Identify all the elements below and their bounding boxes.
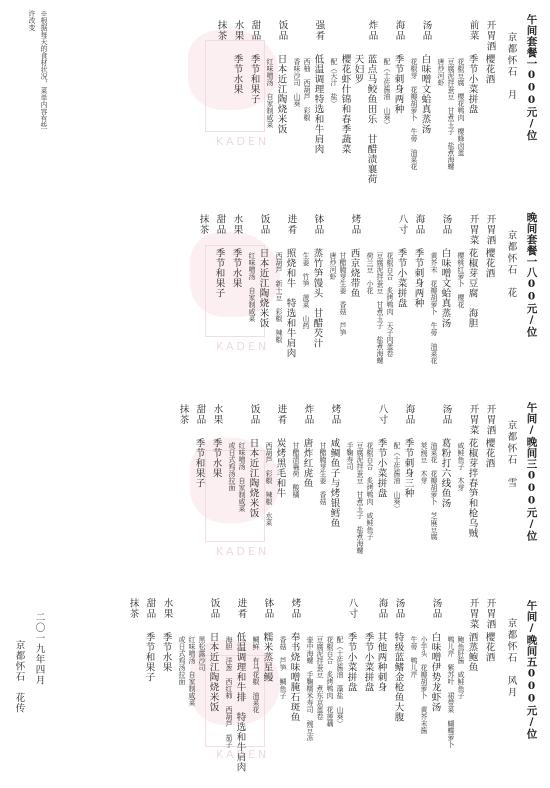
dish-name: 季节小菜拼盘 (375, 438, 387, 498)
dish-detail: 海胆 洋葱 西红柿 西葫芦 茄子 (225, 636, 233, 748)
menu-title: 晚间套餐一八00元/位 (525, 212, 538, 338)
dish-name: 炭烤黑毛和牛 (274, 438, 286, 498)
dish-detail: 豆腐泥拌蚕豆 甘煮玉子 盐煮海螺 (356, 442, 364, 554)
dish-name: 季节水果 (160, 632, 172, 672)
course-label: 抹茶 (177, 404, 189, 425)
course-label: 抹茶 (127, 598, 139, 619)
notice-line-2: 许改变 (28, 10, 36, 31)
course-label: 炸品 (366, 20, 378, 41)
dish-name: 季节小菜拼盘 (395, 248, 407, 308)
dish-name: 日本近江陶烧米饭 (275, 54, 287, 134)
course-label: 甜品 (249, 20, 261, 41)
dish-detail: 配（土佐酱油 山葵） (383, 58, 391, 128)
course-label: 炸品 (302, 404, 314, 425)
course-label: 烤品 (329, 404, 341, 425)
course-label: 饭品 (248, 404, 260, 425)
dish-detail: 豆腐泥拌蚕豆 甘煮玉子 盐煮海螺 (447, 58, 455, 170)
dish-name: 白味噌文蛤真蒸汤 (419, 54, 431, 134)
menu-subtitle: 京都怀石 雪 (505, 420, 517, 489)
course-label: 开胃酒 (484, 404, 496, 436)
dish-detail: 西柚 西葫芦 彩椒 (303, 58, 311, 121)
watermark-text: KADEN (216, 748, 270, 761)
course-label: 烤品 (289, 598, 301, 619)
dish-detail: 壶中海螺 手鞠糯米寿司 豌豆冻 (306, 636, 314, 741)
dish-name: 西京烧带鱼 (348, 248, 360, 298)
course-label: 八寸 (376, 404, 388, 425)
dish-detail: 配（土佐酱油 山葵） (393, 442, 401, 512)
dish-name: 季节小菜拼盘 (466, 54, 478, 114)
course-label: 饭品 (208, 598, 220, 619)
dish-detail: 红味噌汤 自家制咸菜 (248, 252, 256, 322)
course-label: 开胃菜 (467, 598, 479, 630)
dish-name: 照烧和牛 特选和牛肩肉 (284, 248, 296, 358)
dish-detail: 红味噌汤 自家制咸菜 (188, 636, 196, 706)
dish-name: 低温调理和牛排 特选和牛肩肉 (234, 632, 246, 772)
dish-name: 季节和果子 (143, 632, 155, 682)
watermark-text: KADEN (216, 545, 270, 558)
dish-detail: 香菇 芦笋 鲷鱼子 (279, 636, 287, 699)
dish-detail: 黄芥末 花瓣胡萝卜 牛蒡 油菜花 (430, 252, 438, 364)
dish-name: 季节和果子 (248, 54, 260, 104)
dish-name: 花椒芽豆腐 海胆 (466, 248, 478, 328)
dish-detail: 配（土佐酱油 藻盐 山葵） (336, 636, 344, 727)
dish-detail: 鸭儿芹 紫苏叶 裙带菜 蝴蝶萝卜 (447, 636, 455, 748)
footer-date: 二〇一九年四月 (33, 612, 45, 686)
dish-detail: 花椒豆腐 樱花鸭肉 樱蜂卤蛋 (457, 58, 465, 156)
dish-name: 季节刺身两种 (412, 248, 424, 308)
menu-subtitle: 京都怀石 风月 (505, 618, 517, 699)
dish-detail: 荚豌豆 木芽 (420, 442, 428, 484)
course-label: 汤品 (440, 404, 452, 425)
dish-detail: 唐炒河虾 (329, 252, 337, 280)
course-label: 海品 (393, 20, 405, 41)
dish-name: 白味噌文蛤真蒸汤 (439, 248, 451, 328)
menu-subtitle: 京都怀石 月 (505, 32, 517, 101)
dish-detail: 荷兰豆 小花 (366, 252, 374, 294)
course-label: 水果 (232, 20, 244, 41)
dish-detail: 牛蒡 鸭儿芹 (410, 636, 418, 678)
dish-name: 季节和果子 (193, 438, 205, 488)
dish-name: 酒蒸鲍鱼 (466, 632, 478, 672)
course-label: 烤品 (349, 214, 361, 235)
dish-name: 季节刺身两种 (392, 54, 404, 114)
dish-detail: 香味沙司 山葵 (293, 58, 301, 107)
course-label: 海品 (403, 404, 415, 425)
course-label: 汤品 (420, 20, 432, 41)
dish-detail: 小芋头 花瓣胡萝卜 黄芥末酱 (420, 636, 428, 734)
course-label: 八寸 (346, 598, 358, 619)
course-label: 钵品 (262, 598, 274, 619)
dish-detail: 豆腐泥拌蚕豆 甘煮玉子 盐煮海螺 (376, 252, 384, 364)
course-label: 甜品 (214, 214, 226, 235)
menu-title: 午间套餐一000元/位 (525, 14, 538, 141)
course-label: 强肴 (313, 20, 325, 41)
dish-detail: 豆腐泥拌蚕豆 煮东京蛋卷 (316, 636, 324, 720)
course-label: 汤品 (393, 598, 405, 619)
dish-name: 季节和果子 (213, 248, 225, 298)
dish-detail: 鲍鱼肝酱 咸鲑鱼子 (457, 636, 465, 699)
dish-name: 季节水果 (230, 248, 242, 288)
dish-detail: 生姜 竹笋 菠菜 山药 (302, 252, 310, 329)
dish-detail: 手鞠寿司 (346, 442, 354, 470)
dish-detail: 红味噌汤 自家制咸菜 (238, 442, 246, 512)
dish-name: 奉书烧味噌腌石斑鱼 (288, 632, 300, 722)
dish-name: 低温调理特选和牛肩肉 (312, 54, 324, 154)
course-label: 进肴 (275, 404, 287, 425)
course-label: 开胃酒 (484, 214, 496, 246)
dish-name: 樱花酒 (483, 54, 495, 84)
dish-name: 樱花酒 (483, 438, 495, 468)
dish-name: 季节小菜拼盘 (362, 632, 374, 692)
menu-title: 午间/晚间三000元/位 (525, 402, 538, 542)
dish-name: 樱花酒 (483, 632, 495, 662)
course-label: 饭品 (258, 214, 270, 235)
course-label: 抹茶 (215, 20, 227, 41)
dish-name: 日本近江陶烧米饭 (207, 632, 219, 712)
dish-name: 咸鲷鱼子与烤银鳕鱼 (328, 438, 340, 528)
dish-detail: 鲷鲜 有马花椒 油菜花 (252, 636, 260, 713)
watermark-text: KADEN (216, 340, 270, 353)
course-label: 海品 (413, 214, 425, 235)
dish-name: 花椒芽拌春笋和枪乌贼 (466, 438, 478, 538)
course-label: 水果 (231, 214, 243, 235)
course-label: 甜品 (194, 404, 206, 425)
dish-detail: 咸鲑鱼子 木芽 (457, 442, 465, 491)
course-label: 钵品 (312, 214, 324, 235)
course-label: 进肴 (235, 598, 247, 619)
course-label: 海品 (376, 598, 388, 619)
dish-detail: 花椒百合 炙烤鸭肉 天子肉蛋卷 (386, 252, 394, 357)
dish-name: 季节刺身三种 (402, 438, 414, 498)
menu-title: 午间/晚间五000元/位 (525, 600, 538, 740)
dish-detail: 花椒芽 花瓣胡萝卜 牛蒡 油菜花 (410, 58, 418, 170)
dish-detail: 黑松露沙司 (198, 636, 206, 671)
dish-detail: 或日式鸡汤拉面 (228, 442, 236, 491)
dish-name: 季节小菜拼盘 (345, 632, 357, 692)
course-label: 水果 (161, 598, 173, 619)
watermark-text: KADEN (216, 135, 270, 148)
dish-detail: 甘醋腌芽生姜 香菇 (319, 442, 327, 505)
dish-name: 日本近江陶烧米饭 (257, 248, 269, 328)
dish-name: 特级蓝鳍金枪鱼大腹 (392, 632, 404, 722)
footer-brand: 京都怀石 花传 (13, 640, 25, 714)
dish-name: 樱花虾什锦和春季蔬菜 (339, 54, 351, 154)
course-label: 开胃酒 (484, 20, 496, 52)
course-label: 甜品 (144, 598, 156, 619)
dish-detail: 樱桃红萝卜 樱花 (457, 252, 465, 308)
dish-detail: 西葫芦 彩椒 辣椒 水菜 (265, 442, 273, 526)
dish-detail: 花椒百合 炙烤鸭肉 咸鲑鱼子 (366, 442, 374, 540)
dish-name: 樱花酒 (483, 248, 495, 278)
dish-detail: 配（天汁 盐） (330, 58, 338, 107)
course-label: 开胃酒 (484, 598, 496, 630)
course-label: 八寸 (396, 214, 408, 235)
dish-name: 季节水果 (210, 438, 222, 478)
dish-name: 蒸竹笋馒头 甘醋芡汁 (311, 248, 323, 348)
dish-detail: 甘醋腌芽生姜 香菇 芦笋 (339, 252, 347, 336)
dish-detail: 或日式鸡汤拉面 (178, 636, 186, 685)
dish-detail: 西葫芦 新土豆 彩椒 辣椒 (275, 252, 283, 343)
course-label: 汤品 (430, 598, 442, 619)
dish-name: 葛粉打六线鱼汤 (439, 438, 451, 508)
dish-name: 白味噌伊势龙虾汤 (429, 632, 441, 712)
dish-name: 季节水果 (231, 54, 243, 94)
course-label: 开胃菜 (467, 214, 479, 246)
dish-name: 蓝点马鲛鱼田乐 甘醋渍襄荷 (365, 54, 377, 184)
course-label: 抹茶 (197, 214, 209, 235)
course-label: 饭品 (276, 20, 288, 41)
dish-name: 天妇罗 (352, 54, 364, 84)
course-label: 汤品 (440, 214, 452, 235)
dish-detail: 红味噌汤 自家制咸菜 (266, 58, 274, 128)
dish-name: 日本近江陶烧米饭 (247, 438, 259, 518)
dish-name: 其他两种刺身 (375, 632, 387, 692)
dish-detail: 甘醋渍襄荷 酸橘 (292, 442, 300, 498)
notice-line-1: ※根据每天的食材状况，菜单内容有些 (40, 10, 48, 129)
course-label: 水果 (211, 404, 223, 425)
dish-detail: 油菜花 花瓣胡萝卜 芝麻豆腐 (430, 442, 438, 540)
course-label: 前菜 (467, 20, 479, 41)
course-label: 进肴 (285, 214, 297, 235)
dish-name: 糯米蒸星鳗 (261, 632, 273, 682)
dish-detail: 花椒百合 炙烤鸭肉 花莲藕 (326, 636, 334, 727)
course-label: 开胃菜 (467, 404, 479, 436)
dish-name: 唐炸红虎鱼 (301, 438, 313, 488)
menu-subtitle: 京都怀石 花 (505, 230, 517, 299)
dish-detail: 唐炒河虾 (437, 58, 445, 86)
